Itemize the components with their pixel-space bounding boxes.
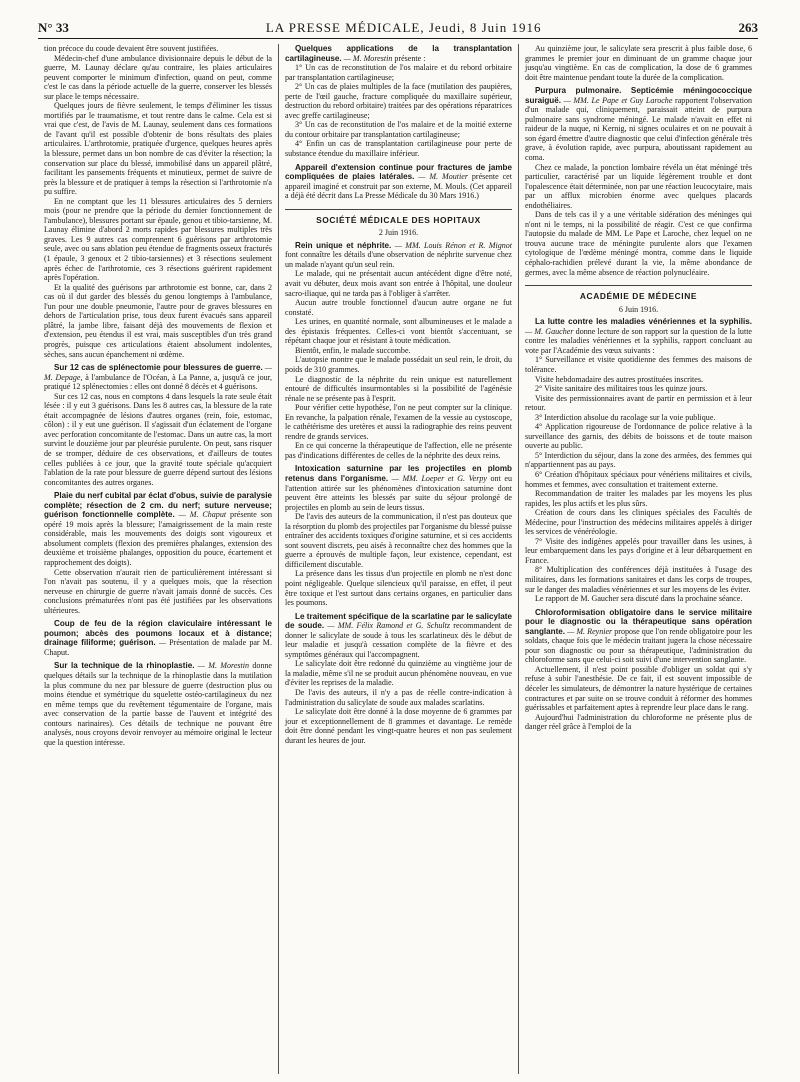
body-paragraph: En ce qui concerne la thérapeutique de l'affection, elle ne présente pas d'indications différentes de celles de la néphrite des deux reins. bbox=[285, 441, 512, 460]
body-paragraph: Aucun autre trouble fonctionnel d'aucun autre organe ne fut constaté. bbox=[285, 298, 512, 317]
article-columns bbox=[38, 44, 758, 1074]
body-paragraph: Cette observation n'aurait rien de particulièrement intéressant si l'on n'avait pas soutenu, il y a quelques mois, que la résection nerveuse en chirurgie de guerre n'avait jamais donné de succès. Ces conclusions prématurées n'ont pas été justifiées par les observations ultérieures. bbox=[44, 567, 272, 615]
body-paragraph: Et la qualité des guérisons par arthrotomie est bonne, car, dans 2 cas où il dut garder des blessés du genou longtemps à l'ambulance, l'un pour une double pneumonie, l'autre pour de graves blessures en dehors de l'articulation prise, tous deux furent évacués sans appareil plâtré, la jambe libre, faisant déjà des mouvements de flexion et d'extension, peu étendus il est vrai, mais susceptibles d'un très grand progrès, puisque ces articulations étaient absolument indolentes, sèches, sans aucun épanchement ni œdème. bbox=[44, 282, 272, 359]
body-paragraph: tion précoce du coude devaient être souvent justifiées. bbox=[44, 44, 219, 53]
article-author: — M. Moutier bbox=[414, 172, 468, 182]
article-author: — M. Depage, bbox=[44, 363, 272, 382]
article-body: présente cet appareil imaginé et construit par son externe, M. Mouls. (Cet appareil a déjà été décrit dans La Presse Médicale du 30 Mars 1916.) bbox=[285, 172, 512, 201]
article-paragraph bbox=[285, 241, 512, 270]
body-paragraph: Dans de tels cas il y a une véritable sidération des méninges qui n'ont ni le temps, ni la possibilité de réagir. C'est ce que confirma l'autopsie du malade de MM. Le Pape et Laroche, chez lequel on ne trouva aucune trace de méningite purulente alors que l'examen cytologique de l'œdème méningé montra, comme dans le liquide céphalo-rachidien prélevé durant la vie, la même abondance de germes, avec la même absence de réaction polynucléaire. bbox=[525, 210, 752, 277]
body-paragraph: 2° Un cas de plaies multiples de la face (mutilation des paupières, perte de l'œil gauche, fracture compliquée du maxillaire supérieur, destruction du rebord orbitaire) traitées par des opérations réparatrices avec greffe cartilagineuse; bbox=[285, 82, 512, 120]
section-heading: ACADÉMIE DE MÉDECINE bbox=[525, 285, 752, 302]
article-author: — M. Reynier bbox=[565, 626, 613, 636]
article-paragraph bbox=[525, 317, 752, 355]
section-date: 2 Juin 1916. bbox=[378, 228, 419, 238]
body-paragraph: 8° Multiplication des conférences déjà instituées à l'usage des militaires, dans les formations sanitaires et dans les corps de troupes, sur le danger des maladies vénériennes et sur les moyens de les éviter. bbox=[525, 565, 752, 594]
article-heading: La lutte contre les maladies vénériennes et la syphilis. bbox=[535, 317, 752, 327]
article-paragraph bbox=[44, 619, 272, 657]
body-paragraph: 4° Application rigoureuse de l'ordonnance de police relative à la surveillance des garnis, des débits de boissons et de toute maison ouverte au public. bbox=[525, 422, 752, 451]
article-author: — MM. Loeper et G. Verpy bbox=[388, 473, 487, 483]
body-paragraph: Le rapport de M. Gaucher sera discuté dans la prochaine séance. bbox=[535, 594, 743, 604]
page-header bbox=[38, 10, 758, 39]
body-paragraph: Pour vérifier cette hypothèse, l'on ne peut compter sur la clinique. En revanche, la palpation rénale, l'examen de la vessie au cystoscope, le cathétérisme des uretères et aussi la radiographie des reins peuvent rendre de grands services. bbox=[285, 403, 512, 441]
body-paragraph: Médecin-chef d'une ambulance divisionnaire depuis le début de la guerre, M. Launay déclare qu'au contraire, les plaies articulaires peuvent comporter le minimum d'infection, quand on peut, comme c'est le cas dans la période actuelle de la guerre, conserver les blessés sur place le temps nécessaire. bbox=[44, 53, 272, 101]
body-paragraph: Aujourd'hui l'administration du chloroforme ne présente plus de danger réel grâce à l'emploi de la bbox=[525, 712, 752, 732]
article-heading: Coup de feu de la région claviculaire intéressant le poumon; abcès des poumons locaux et à distance; drainage filiforme; guérison. bbox=[44, 619, 272, 648]
body-paragraph: 6° Création d'hôpitaux spéciaux pour vénériens militaires et civils, hommes et femmes, avec consultation et traitement externe. bbox=[525, 469, 752, 489]
body-paragraph: De l'avis des auteurs, il n'y a pas de réelle contre-indication à l'administration du salicylate de soude aux malades scarlatins. bbox=[285, 688, 512, 707]
body-paragraph: Quelques jours de fièvre seulement, le temps d'éliminer les tissus mortifiés par le traumatisme, et tout rentre dans le calme. Cela est si vrai que c'est, de l'avis de M. Launay, seulement dans ces formations de l'avant qu'il est possible d'obtenir de bons résultats des plaies articulaires. L'arthrotomie, pratiquée d'urgence, quelques heures après la blessure, permet dans un bon nombre de cas d'éviter la résection; la conservation sur place du blessé, immobilisé dans un appareil plâtré, facilitant les pansements fréquents et minutieux, permet de suivre de près la blessure et de pratiquer à temps la résection si l'arthrotomie n'a pu suffire. bbox=[44, 101, 272, 197]
page-number: 263 bbox=[738, 20, 758, 35]
article-body: donne quelques détails sur la technique de la rhinoplastie dans la mutilation la plus commune du nez par blessure de guerre (destruction plus ou moins étendue et symétrique du squelette ostéo-cartilagineux du nez en même temps que du revêtement tégumentaire de l'organe, mais avec conservation de la partie basse de l'auvent et intégrité des contours narinaires). Ces détails de technique ne pouvant être analysés, nous croyons devoir renvoyer au mémoire original le lecteur que la question intéresse. bbox=[44, 661, 272, 747]
issue-number: N° 33 bbox=[38, 20, 69, 35]
article-paragraph bbox=[285, 44, 512, 63]
body-paragraph: La présence dans les tissus d'un projectile en plomb ne n'est donc point négligeable. Quelque silencieux qu'il paraisse, en effet, il peut être toxique et l'est surtout dans certains organes, en particulier dans les poumons. bbox=[285, 569, 512, 608]
article-author: — M. Chaput bbox=[174, 510, 227, 520]
article-heading: Purpura pulmonaire. Septicémie méningococcique suraiguë. bbox=[525, 86, 752, 105]
body-paragraph: Création de cours dans les cliniques spéciales des Facultés de Médecine, pour l'instruction des médecins militaires appelés à diriger les services de vénéréologie. bbox=[525, 508, 752, 537]
article-author: — MM. Louis Rénon et R. Mignot bbox=[391, 240, 512, 250]
article-author: — MM. Félix Ramond et G. Schultz bbox=[324, 621, 450, 631]
body-paragraph: 4° Enfin un cas de transplantation cartilagineuse pour perte de substance étendue du maxillaire inférieur. bbox=[285, 139, 512, 159]
article-heading: Quelques applications de la transplantation cartilagineuse. bbox=[285, 44, 512, 63]
article-body: propose que l'on rende obligatoire pour les soldats, chaque fois que le médecin traitant jugera la chose nécessaire pour son diagnostic ou pour sa thérapeutique, l'administration du chloroforme sans que celui-ci soit suivi d'une intervention sanglante. bbox=[525, 626, 752, 665]
column-left bbox=[38, 44, 278, 1074]
article-author: — M. Morestin bbox=[194, 661, 250, 671]
article-paragraph bbox=[525, 86, 752, 162]
article-author: — bbox=[155, 638, 170, 648]
article-heading: Intoxication saturnine par les projectiles en plomb retenus dans l'organisme. bbox=[285, 464, 512, 483]
body-paragraph: Le malade, qui ne présentait aucun antécédent digne d'être noté, avait vu débuter, deux mois avant son entrée à l'hôpital, une douleur sacro-iliaque, qui ne tarda pas à l'obliger à s'arrêter. bbox=[285, 269, 512, 298]
body-paragraph: Visite des permissionnaires avant de partir en permission et à leur retour. bbox=[525, 393, 752, 413]
article-body: présente : bbox=[392, 53, 426, 63]
article-heading: Plaie du nerf cubital par éclat d'obus, suivie de paralysie complète; résection de 2 cm. du nerf; suture nerveuse; guérison fonctionnelle complète. bbox=[44, 491, 272, 520]
article-author: — M. Morestin bbox=[341, 53, 393, 63]
body-paragraph: De l'avis des auteurs de la communication, il n'est pas douteux que la résorption du plomb des projectiles par l'organisme du blessé puisse entraîner des accidents toxiques d'origine saturnine, et si ces accidents sont souvent discrets, peu aisés à reconnaître chez des hommes que la guerre a éprouvés de multiple façon, leur existence, cependant, est difficilement discutable. bbox=[285, 512, 512, 569]
article-paragraph bbox=[285, 612, 512, 660]
article-body: recommandent de donner le salicylate de soude à tous les scarlatineux dès le début de leur maladie et jusqu'à cessation complète de la fièvre et des symptômes généraux qui l'accompagnent. bbox=[285, 621, 512, 659]
article-body: font connaître les détails d'une observation de néphrite survenue chez un malade n'ayant qu'un seul rein. bbox=[285, 250, 512, 269]
body-paragraph: 5° Interdiction du séjour, dans la zone des armées, des femmes qui n'appartiennent pas au pays. bbox=[525, 450, 752, 470]
article-heading: Rein unique et néphrite. bbox=[295, 240, 392, 250]
article-heading: Sur 12 cas de splénectomie pour blessures de guerre. bbox=[54, 363, 263, 373]
article-heading: Sur la technique de la rhinoplastie. bbox=[54, 661, 195, 671]
body-paragraph: 3° Un cas de reconstitution de l'os malaire et de la moitié externe du contour orbitaire par transplantation cartilagineuse; bbox=[285, 120, 512, 139]
body-paragraph: En ne comptant que les 11 blessures articulaires des 5 derniers mois (pour ne prendre que la période du dernier fonctionnement de l'ambulance), blessures portant sur épaule, genou et tibio-tarsienne, M. Launay élimine d'abord 2 morts rapides par blessures multiples très graves. Les 9 autres cas comprennent 6 guérisons par arthrotomie seule, avec ou sans ablation peu étendue de fragments osseux fracturés (1 épaule, 3 genoux et 2 tibio-tarsiennes) et 3 résections seulement après échec de l'arthrotomie, ces 3 résections guérirent rapidement après l'opération. bbox=[44, 196, 272, 283]
article-heading: Appareil d'extension continue pour fractures de jambe compliquées de plaies latérales. bbox=[285, 162, 512, 182]
body-paragraph: 2° Visite sanitaire des militaires tous les quinze jours. bbox=[535, 384, 708, 394]
article-paragraph bbox=[44, 363, 272, 392]
article-author: — MM. Le Pape et Guy Laroche bbox=[560, 95, 673, 105]
article-paragraph bbox=[44, 661, 272, 747]
article-paragraph bbox=[44, 491, 272, 567]
article-author: — M. Gaucher bbox=[525, 326, 574, 336]
body-paragraph: 1° Un cas de reconstitution de l'os malaire et du rebord orbitaire par transplantation cartilagineuse; bbox=[285, 63, 512, 82]
article-body: donne lecture de son rapport sur la question de la lutte contre les maladies vénériennes et la syphilis, rapport concluant au vote par l'Académie des vœux suivants : bbox=[525, 326, 752, 355]
section-date: 6 Juin 1916. bbox=[618, 304, 659, 314]
body-paragraph: Bientôt, enfin, le malade succombe. bbox=[295, 345, 411, 355]
body-paragraph: Le diagnostic de la néphrite du rein unique est naturellement entouré de difficultés insurmontables si la possibilité de l'agénésie rénale ne se présente pas à l'esprit. bbox=[285, 374, 512, 403]
article-body: ont eu l'attention attirée sur les phénomènes d'intoxication saturnine dont peuvent être atteints les blessés par suite du séjour prolongé de projectiles en plomb au sein de leurs tissus. bbox=[285, 473, 512, 512]
article-body: présente son opéré 19 mois après la blessure; l'amaigrissement de la main reste considérable, mais les mouvements des doigts sont vigoureux et absolument complets (flexion des premières phalanges, extension des deuxième et troisième phalanges, opposition du pouce, écartement et rapprochement des doigts). bbox=[44, 510, 272, 567]
body-paragraph: 3° Interdiction absolue du racolage sur la voie publique. bbox=[535, 412, 716, 422]
body-paragraph: Le salicylate doit être donné à la dose moyenne de 6 grammes par jour et exceptionnellement de 8 grammes et davantage. Le remède doit être donné pendant les vingt-quatre heures et non pas seulement durant les heures de jour. bbox=[285, 707, 512, 745]
body-paragraph: 7° Visite des indigènes appelés pour travailler dans les usines, à leur embarquement dans les pays d'origine et à leur débarquement en France. bbox=[525, 536, 752, 565]
body-paragraph: Actuellement, il n'est point possible d'obliger un soldat qui s'y refuse à subir l'anesthésie. De ce fait, il est souvent impossible de déceler les simulateurs, de démontrer la nature hystérique de certaines contractures et par suite on se trouve conduit à réformer des hommes guérissables et parfaitement aptes à reprendre leur place dans le rang. bbox=[525, 664, 752, 713]
journal-title: LA PRESSE MÉDICALE, Jeudi, 8 Juin 1916 bbox=[265, 20, 542, 35]
body-paragraph: Chez ce malade, la ponction lombaire révéla un état méningé très particulier, caractérisé par un liquide légèrement trouble et dont l'opalescence était déterminée, non par une réaction leucocytaire, mais par un afflux microbien énorme avec quelques placards endothéliaires. bbox=[525, 162, 752, 210]
article-paragraph bbox=[525, 608, 752, 665]
article-paragraph bbox=[285, 163, 512, 201]
article-body: rapportent l'observation d'un malade qui, cliniquement, paraissait atteint de purpura pulmonaire sans syndrome méningé. Le malade n'avait en effet ni raideur de la nuque, ni Kernig, ni signes oculaires et on ne pouvait à son égard émettre d'autre diagnostic que celui d'infection générale très grave, à évolution rapide, avec purpura, aboutissant rapidement au coma. bbox=[525, 95, 752, 163]
article-body: Présentation de malade par M. Chaput. bbox=[44, 638, 272, 657]
article-heading: Chloroformisation obligatoire dans le service militaire pour le diagnostic ou la thérapeutique sans opération sanglante. bbox=[525, 607, 752, 636]
article-body: à l'ambulance de l'Océan, à La Panne, a, jusqu'à ce jour, pratiqué 12 splénectomies : elles ont donné 8 décès et 4 guérisons. bbox=[44, 372, 272, 392]
body-paragraph: Sur ces 12 cas, nous en comptons 4 dans lesquels la rate seule était lésée : il y eut 3 guérisons. Dans les 8 autres cas, la blessure de la rate était accompagnée de lésions d'autres organes (rein, foie, estomac, côlon) : il y eut une guérison. Il s'agissait d'un éclatement de l'organe avec perforation concomitante de l'estomac. Dans un autre cas, la mort survint le douzième jour par pleurésie purulente. On peut, sans risquer de se tromper, déduire de ces observations, et d'ailleurs de toutes celles publiées à ce jour, que la gravité toute spéciale qu'acquiert l'ablation de la rate pour blessure de guerre dépend surtout des lésions concomitantes des autres organes. bbox=[44, 391, 272, 487]
body-paragraph: Au quinzième jour, le salicylate sera prescrit à plus faible dose, 6 grammes le premier jour en diminuant de un gramme chaque jour jusqu'au vingtième. En cas de complication, la dose de 6 grammes doit être maintenue pendant toute la durée de la complication. bbox=[525, 44, 752, 82]
column-middle bbox=[278, 44, 518, 1074]
article-paragraph bbox=[285, 464, 512, 512]
body-paragraph: L'autopsie montre que le malade possédait un seul rein, le droit, du poids de 310 grammes. bbox=[285, 355, 512, 374]
body-paragraph: Les urines, en quantité normale, sont albumineuses et le malade a des épistaxis fréquentes. Celles-ci vont bientôt s'accentuant, se répétant chaque jour et résistant à toute médication. bbox=[285, 317, 512, 346]
column-right bbox=[518, 44, 758, 1074]
body-paragraph: Visite hebdomadaire des autres prostituées inscrites. bbox=[535, 374, 704, 384]
body-paragraph: Recommandation de traiter les malades par les moyens les plus rapides, les plus actifs et les plus sûrs. bbox=[525, 489, 752, 508]
article-heading: Le traitement spécifique de la scarlatine par le salicylate de soude. bbox=[285, 611, 512, 631]
body-paragraph: Le salicylate doit être redonné du quinzième au vingtième jour de la maladie, même s'il ne se produit aucun phénomène nouveau, en vue d'éviter les reprises de la maladie. bbox=[285, 659, 512, 688]
body-paragraph: 1° Surveillance et visite quotidienne des femmes des maisons de tolérance. bbox=[525, 355, 752, 374]
section-heading: SOCIÉTÉ MÉDICALE DES HOPITAUX bbox=[285, 209, 512, 226]
